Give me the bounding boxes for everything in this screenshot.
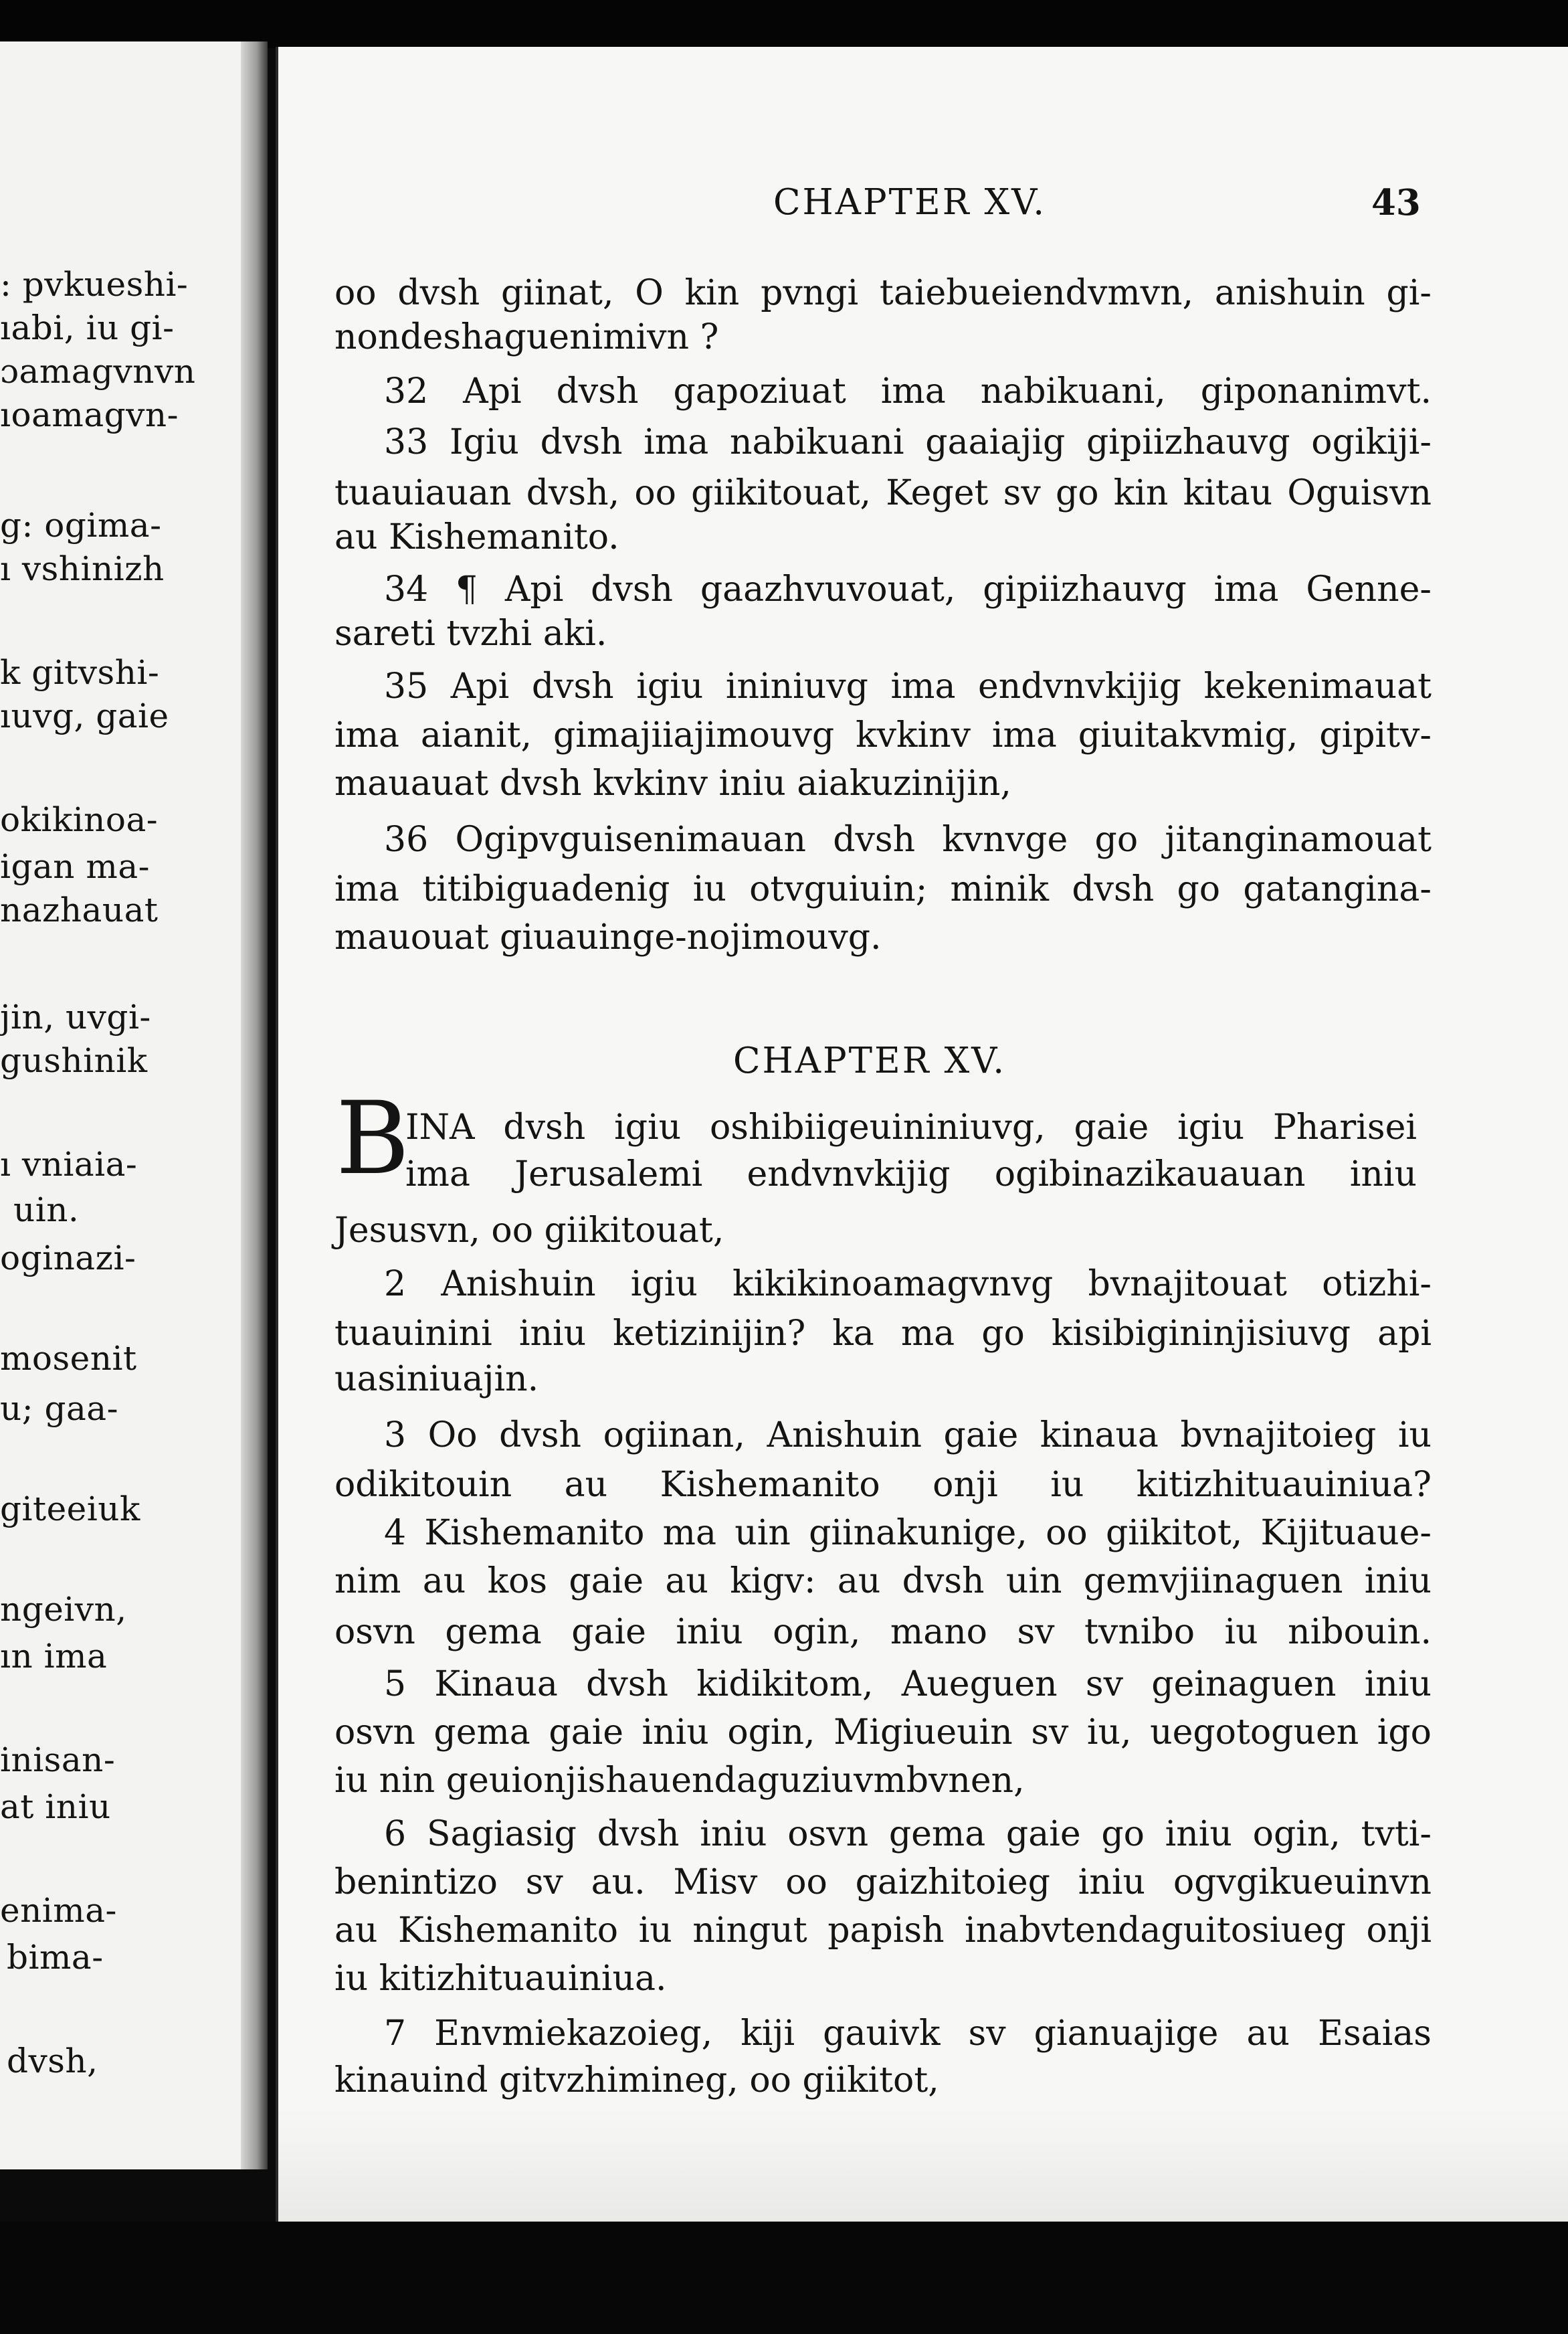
left-fragment-line: ın ima (0, 1637, 108, 1676)
verse-line: 4 Kishemanito ma uin giinakunige, oo giikitot, Kijituaue- (384, 1513, 1432, 1553)
verse-line: osvn gema gaie iniu ogin, Migiueuin sv iu, uegotoguen igo (334, 1712, 1432, 1753)
left-fragment-line: u; gaa- (0, 1389, 118, 1428)
verse-line: ima titibiguadenig iu otvguiuin; minik dvsh go gatangina- (334, 869, 1432, 909)
verse-line: 35 Api dvsh igiu ininiuvg ima endvnvkijig kekenimauat (384, 666, 1432, 707)
left-fragment-line: jin, uvgi- (0, 998, 151, 1037)
verse-line: tuauiauan dvsh, oo giikitouat, Keget sv go kin kitau Oguisvn (334, 473, 1432, 513)
left-fragment-line: okikinoa- (0, 800, 159, 839)
left-fragment-line: at iniu (0, 1787, 111, 1826)
left-fragment-line: mosenit (0, 1339, 137, 1378)
verse-line: nondeshaguenimivn ? (334, 317, 719, 357)
left-fragment-line: ı vshinizh (0, 549, 165, 588)
verse-line: Jesusvn, oo giikitouat, (334, 1210, 724, 1251)
left-fragment-line: uin. (13, 1190, 80, 1229)
verse-line: 33 Igiu dvsh ima nabikuani gaaiajig gipiizhauvg ogikiji- (384, 422, 1432, 462)
left-fragment-line: k gitvshi- (0, 653, 160, 692)
left-fragment-line: ɔamagvnvn (0, 352, 196, 391)
verse-line: 36 Ogipvguisenimauan dvsh kvnvge go jitanginamouat (384, 820, 1432, 860)
verse-line: oo dvsh giinat, O kin pvngi taiebueiendvmvn, anishuin gi- (334, 273, 1432, 313)
verse-line: au Kishemanito iu ningut papish inabvtendaguitosiueg onji (334, 1910, 1432, 1951)
left-fragment-line: ıuvg, gaie (0, 697, 169, 735)
verse-line: 5 Kinaua dvsh kidikitom, Aueguen sv geinaguen iniu (384, 1664, 1432, 1704)
verse-line: INA dvsh igiu oshibiigeuininiuvg, gaie igiu Pharisei (405, 1107, 1417, 1148)
page-number: 43 (1371, 182, 1421, 223)
verse-line: osvn gema gaie iniu ogin, mano sv tvnibo iu nibouin. (334, 1612, 1432, 1652)
verse-line: iu nin geuionjishauendaguziuvmbvnen, (334, 1761, 1025, 1801)
chapter-heading: CHAPTER XV. (732, 1041, 1007, 1081)
left-fragment-line: dvsh, (7, 2042, 98, 2080)
verse-line: benintizo sv au. Misv oo gaizhitoieg iniu ogvgikueuinvn (334, 1862, 1432, 1902)
verse-line: nim au kos gaie au kigv: au dvsh uin gemvjiinaguen iniu (334, 1561, 1432, 1601)
verse-line: 6 Sagiasig dvsh iniu osvn gema gaie go iniu ogin, tvti- (384, 1814, 1432, 1854)
left-fragment-line: gushinik (0, 1041, 148, 1080)
scan-bottom-edge (0, 2222, 1568, 2334)
left-fragment-line: ı vniaia- (0, 1145, 138, 1184)
verse-line: mauauat dvsh kvkinv iniu aiakuzinijin, (334, 764, 1011, 804)
verse-line: 2 Anishuin igiu kikikinoamagvnvg bvnajitouat otizhi- (384, 1264, 1432, 1304)
verse-line: au Kishemanito. (334, 517, 619, 557)
left-fragment-line: inisan- (0, 1740, 116, 1779)
verse-line: sareti tvzhi aki. (334, 614, 607, 654)
left-fragment-line: igan ma- (0, 847, 151, 886)
left-fragment-line: g: ogima- (0, 506, 162, 545)
left-fragment-line: ngeivn, (0, 1590, 127, 1629)
verse-line: 3 Oo dvsh ogiinan, Anishuin gaie kinaua bvnajitoieg iu (384, 1415, 1432, 1455)
verse-line: 32 Api dvsh gapoziuat ima nabikuani, giponanimvt. (384, 371, 1432, 412)
left-fragment-line: : pvkueshi- (0, 265, 189, 304)
page-gutter (241, 41, 268, 2169)
left-fragment-line: enima- (0, 1891, 117, 1930)
verse-line: kinauind gitvzhimineg, oo giikitot, (334, 2060, 939, 2100)
verse-line: ima Jerusalemi endvnvkijig ogibinazikauauan iniu (405, 1154, 1417, 1194)
left-fragment-line: ıabi, iu gi- (0, 308, 175, 347)
verse-line: 7 Envmiekazoieg, kiji gauivk sv gianuajige au Esaias (384, 2013, 1432, 2054)
verse-line: mauouat giuauinge-nojimouvg. (334, 917, 882, 958)
verse-line: uasiniuajin. (334, 1359, 539, 1399)
verse-line: ima aianit, gimajiiajimouvg kvkinv ima giuitakvmig, gipitv- (334, 715, 1432, 755)
verse-line: tuauinini iniu ketizinijin? ka ma go kisibigininjisiuvg api (334, 1314, 1432, 1354)
verse-line: iu kitizhituauiniua. (334, 1959, 667, 1999)
left-fragment-line: giteeiuk (0, 1490, 140, 1528)
left-fragment-line: ıoamagvn- (0, 395, 179, 434)
drop-cap-initial: B (336, 1081, 410, 1197)
left-fragment-line: bima- (7, 1938, 104, 1977)
left-fragment-line: oginazi- (0, 1239, 136, 1277)
running-header: CHAPTER XV. (773, 182, 1047, 223)
verse-line: 34 ¶ Api dvsh gaazhvuvouat, gipiizhauvg ima Genne- (384, 569, 1432, 610)
verse-line: odikitouin au Kishemanito onji iu kitizhituauiniua? (334, 1465, 1432, 1505)
left-fragment-line: nazhauat (0, 891, 159, 929)
